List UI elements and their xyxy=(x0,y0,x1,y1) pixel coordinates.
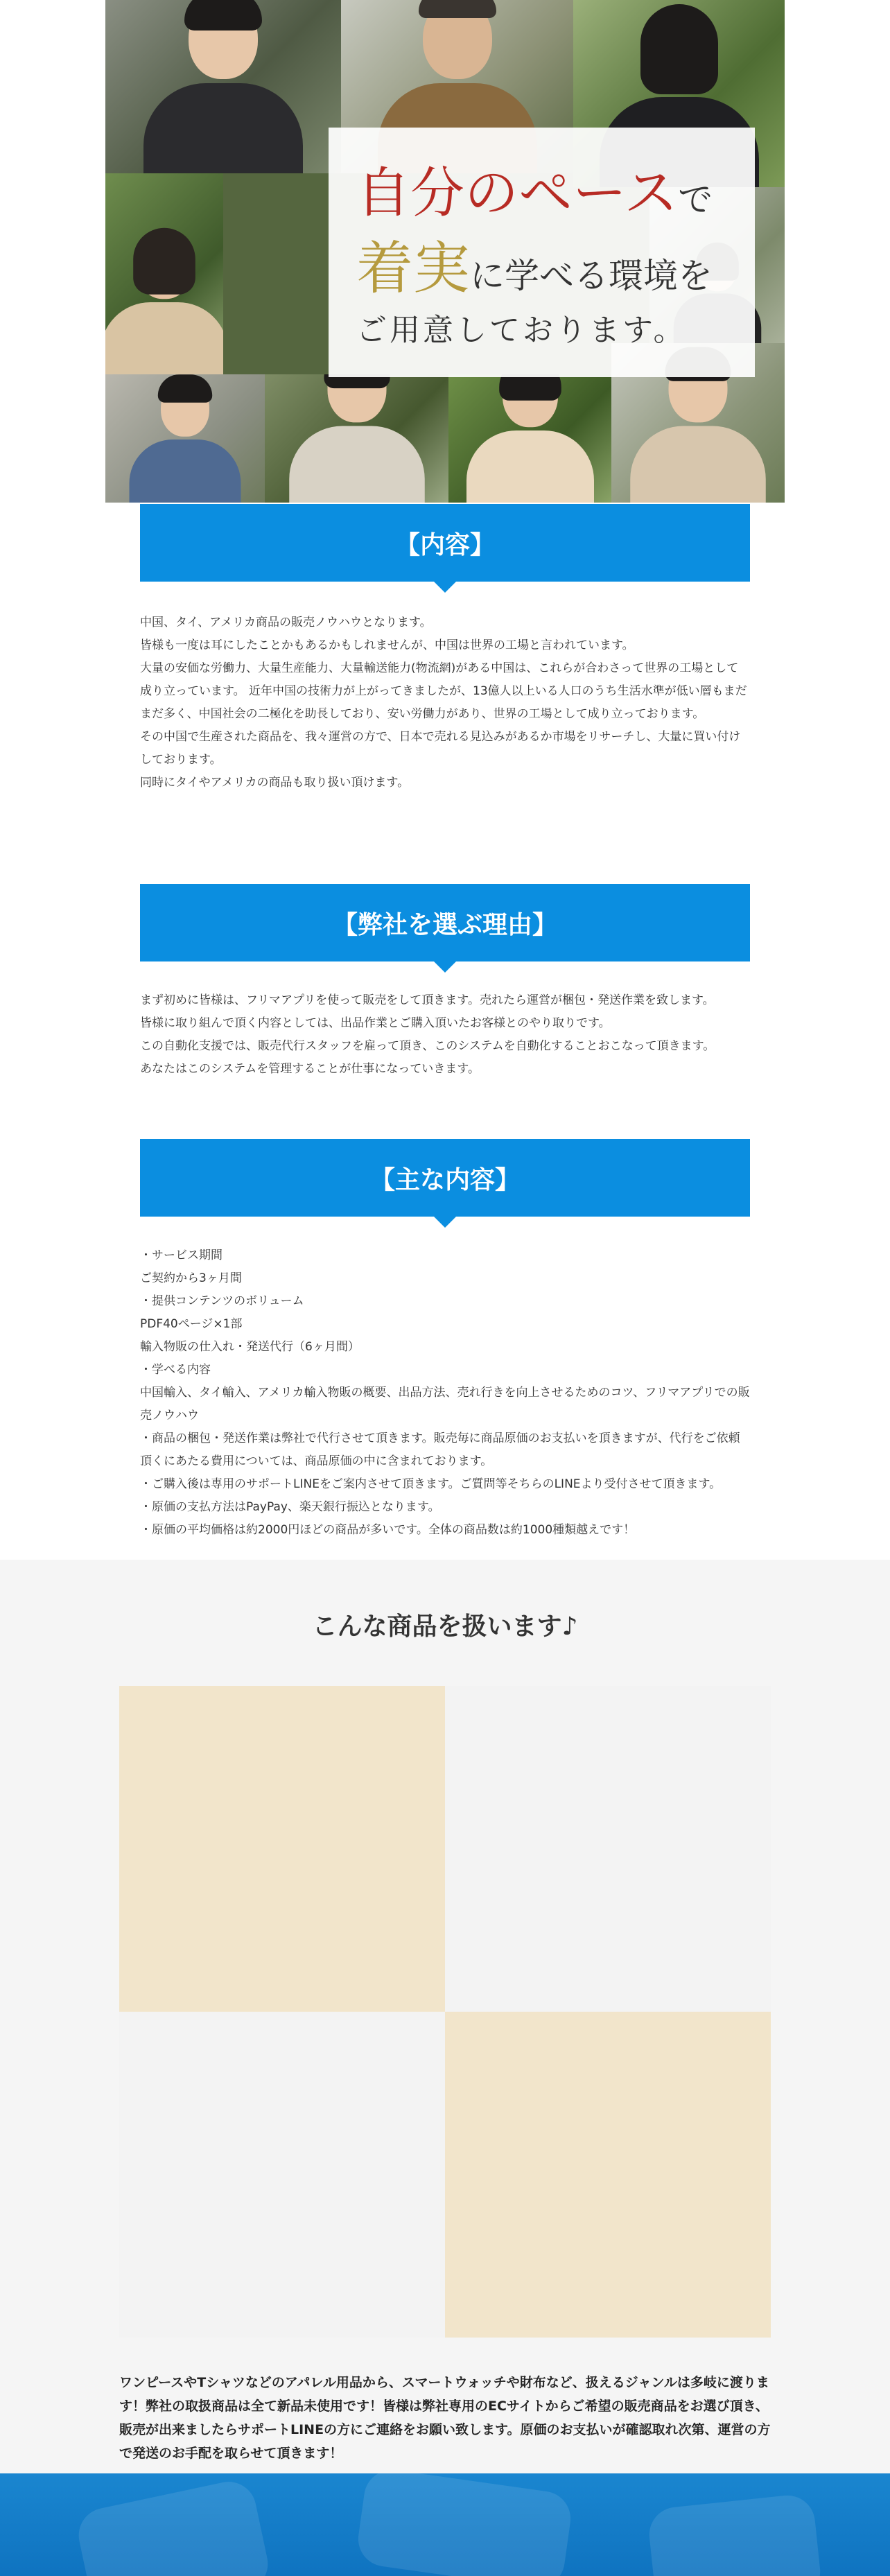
products-heading: こんな商品を扱います♪ xyxy=(312,1612,578,1641)
hero-headline-emphasis: 自分のペース xyxy=(356,162,679,225)
list-item: ・学べる内容 xyxy=(140,1363,211,1377)
paragraph: 大量の安価な労働力、大量生産能力、大量輸送能力(物流網)がある中国は、これらが合わさって世界の工場として成り立っています。 近年中国の技術力が上がってきましたが、13億人以上いる人口のうち生活水準が低い層もまだまだ多く、中国社会の二極化を助長しており、安い労働力があり、世界の工場として成り立っております。 xyxy=(140,661,747,721)
paragraph: あなたはこのシステムを管理することが仕事になっていきます。 xyxy=(140,1062,480,1076)
list-item: 輸入物販の仕入れ・発送代行（6ヶ月間） xyxy=(140,1340,360,1354)
section-body-content xyxy=(140,611,750,794)
paragraph: 同時にタイやアメリカの商品も取り扱い頂けます。 xyxy=(140,776,410,790)
product-image-placeholder xyxy=(119,2012,445,2338)
hero-headline-line-3: ご用意しております。 xyxy=(356,313,687,348)
hero-headline-line-2 xyxy=(356,223,713,304)
hero-headline-line-1 xyxy=(356,150,713,227)
list-item: ・原価の平均価格は約2000円ほどの商品が多いです。全体の商品数は約1000種類越えです！ xyxy=(140,1523,636,1537)
section-heading-main-content: 【主な内容】 xyxy=(140,1139,750,1217)
photo-member-1 xyxy=(105,0,341,173)
list-item: ・サービス期間 xyxy=(140,1248,222,1262)
hero-headline-text: で xyxy=(678,180,713,220)
paragraph: まず初めに皆様は、フリマアプリを使って販売をして頂きます。売れたら運営が梱包・発送作業を致します。 xyxy=(140,993,715,1007)
product-image-placeholder xyxy=(119,1686,445,2012)
paragraph: 中国、タイ、アメリカ商品の販売ノウハウとなります。 xyxy=(140,616,432,629)
products-description: ワンピースやTシャツなどのアパレル用品から、スマートウォッチや財布など、扱えるジャンルは多岐に渡ります！弊社の取扱商品は全て新品未使用です！皆様は弊社専用のECサイトからご希望の販売商品をお選び頂き、販売が出来ましたらサポートLINEの方にご連絡をお願い致します。原価のお支払いが確認取れ次第、運営の方で発送のお手配を取らせて頂きます！ xyxy=(119,2375,771,2461)
section-heading-reasons: 【弊社を選ぶ理由】 xyxy=(140,884,750,961)
hero-headline-emphasis-gold: 着実 xyxy=(356,236,471,302)
paragraph: 皆様に取り組んで頂く内容としては、出品作業とご購入頂いたお客様とのやり取りです。 xyxy=(140,1016,611,1030)
section-body-reasons xyxy=(140,989,750,1081)
list-item: ・原価の支払方法はPayPay、楽天銀行振込となります。 xyxy=(140,1500,440,1514)
list-item: ・提供コンテンツのボリューム xyxy=(140,1294,304,1308)
list-item: PDF40ページ×1部 xyxy=(140,1317,243,1331)
list-item: ・商品の梱包・発送作業は弊社で代行させて頂きます。販売毎に商品原価のお支払いを頂きますが、代行をご依頼頂くにあたる費用については、商品原価の中に含まれております。 xyxy=(140,1431,740,1468)
list-item: 中国輸入、タイ輸入、アメリカ輸入物販の概要、出品方法、売れ行きを向上させるためのコツ、フリマアプリでの販売ノウハウ xyxy=(140,1386,750,1422)
section-heading-content: 【内容】 xyxy=(140,504,750,582)
footer-banner-band xyxy=(0,2473,890,2576)
product-image-placeholder xyxy=(445,2012,771,2338)
product-image-placeholder xyxy=(445,1686,771,2012)
hero-collage xyxy=(105,0,785,503)
hero-headline-card xyxy=(329,128,755,377)
photo-member-8 xyxy=(448,374,611,503)
paragraph: 皆様も一度は耳にしたことかもあるかもしれませんが、中国は世界の工場と言われています。 xyxy=(140,638,634,652)
list-item: ご契約から3ヶ月間 xyxy=(140,1271,242,1285)
product-image-grid xyxy=(119,1686,771,2338)
photo-member-6 xyxy=(105,374,265,503)
photo-member-4 xyxy=(105,173,223,374)
paragraph: この自動化支援では、販売代行スタッフを雇って頂き、このシステムを自動化することおこなって頂きます。 xyxy=(140,1039,715,1053)
paragraph: その中国で生産された商品を、我々運営の方で、日本で売れる見込みがあるか市場をリサーチし、大量に買い付けしております。 xyxy=(140,730,741,767)
photo-member-7 xyxy=(265,374,448,503)
list-item: ・ご購入後は専用のサポートLINEをご案内させて頂きます。ご質問等そちらのLINEより受付させて頂きます。 xyxy=(140,1477,722,1491)
section-body-main-content xyxy=(140,1244,750,1542)
hero-headline-text: に学べる環境を xyxy=(470,256,713,296)
